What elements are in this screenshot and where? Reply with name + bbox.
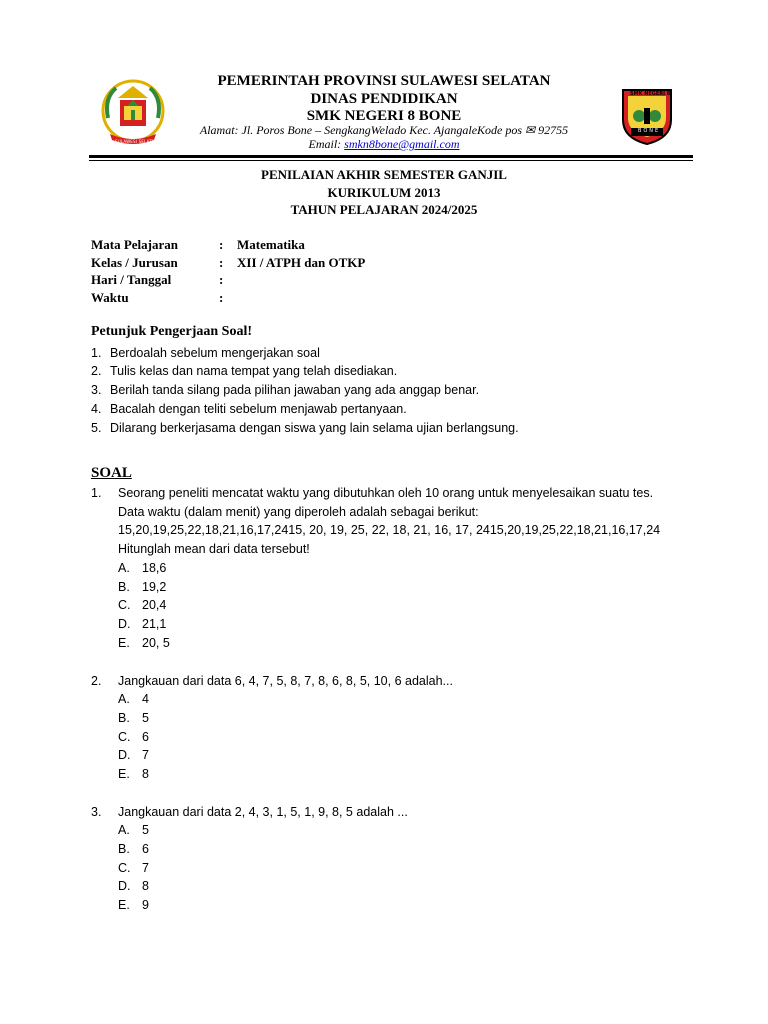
instruction-text: Berdoalah sebelum mengerjakan soal [110, 346, 320, 360]
option-letter: E. [118, 767, 130, 781]
instruction-text: Berilah tanda silang pada pilihan jawaban yang ada anggap benar. [110, 383, 480, 397]
question-1-option-a[interactable] [118, 561, 166, 575]
option-text: 20,4 [142, 598, 167, 612]
question-3-text: Jangkauan dari data 2, 4, 3, 1, 5, 1, 9, 8, 5 adalah ... [118, 805, 408, 819]
option-letter: A. [118, 692, 130, 706]
instruction-text: Tulis kelas dan nama tempat yang telah disediakan. [110, 364, 398, 378]
question-1-number: 1. [91, 486, 102, 500]
option-letter: C. [118, 730, 131, 744]
exam-title-2: KURIKULUM 2013 [327, 185, 441, 200]
option-text: 5 [142, 823, 149, 837]
question-2-option-e[interactable] [118, 767, 149, 781]
option-text: 6 [142, 730, 149, 744]
school-badge-bottom-text: BONE [638, 128, 661, 134]
info-label: Mata Pelajaran [91, 237, 179, 252]
option-text: 19,2 [142, 580, 167, 594]
instructions-heading: Petunjuk Pengerjaan Soal! [91, 324, 252, 339]
instruction-text: Dilarang berkerjasama dengan siswa yang lain selama ujian berlangsung. [110, 421, 519, 435]
info-colon: : [219, 237, 224, 252]
letterhead-line-2: DINAS PENDIDIKAN [310, 91, 458, 107]
info-label: Waktu [91, 290, 129, 305]
question-3-option-e[interactable] [118, 898, 149, 912]
option-text: 18,6 [142, 561, 167, 575]
instruction-item [91, 344, 320, 362]
option-letter: B. [118, 842, 130, 856]
question-1-line-3: 15,20,19,25,22,18,21,16,17,2415, 20, 19, 25, 22, 18, 21, 16, 17, 2415,20,19,25,22,18,21,16,17,24 [118, 523, 661, 537]
question-3-option-b[interactable] [118, 842, 149, 856]
info-value: Matematika [237, 237, 305, 252]
instruction-number: 2. [91, 364, 102, 378]
email-label: Email: [308, 137, 345, 151]
instruction-number: 4. [91, 402, 102, 416]
info-colon: : [219, 255, 224, 270]
info-colon: : [219, 272, 224, 287]
option-letter: D. [118, 617, 131, 631]
option-text: 5 [142, 711, 149, 725]
instruction-item [91, 400, 407, 418]
question-3-option-d[interactable] [118, 879, 149, 893]
instruction-number: 5. [91, 421, 102, 435]
question-1-option-b[interactable] [118, 580, 166, 594]
option-text: 4 [142, 692, 149, 706]
instruction-item [91, 419, 519, 437]
option-letter: E. [118, 898, 130, 912]
letterhead-line-3: SMK NEGERI 8 BONE [306, 108, 462, 124]
option-letter: C. [118, 861, 131, 875]
school-badge-logo [619, 84, 675, 146]
question-1-line-2: Data waktu (dalam menit) yang diperoleh adalah sebagai berikut: [118, 505, 479, 519]
question-2-option-c[interactable] [118, 730, 149, 744]
info-colon: : [219, 290, 224, 305]
question-1-option-d[interactable] [118, 617, 166, 631]
letterhead-address: Alamat: Jl. Poros Bone – SengkangWelado Kec. AjangaleKode pos ✉ 92755 [199, 123, 569, 137]
letterhead-divider-thick [89, 155, 693, 158]
instruction-text: Bacalah dengan teliti sebelum menjawab pertanyaan. [110, 402, 407, 416]
info-label: Hari / Tanggal [91, 272, 172, 287]
question-1-line-1: Seorang peneliti mencatat waktu yang dibutuhkan oleh 10 orang untuk menyelesaikan suatu tes. [118, 486, 654, 500]
question-3-option-a[interactable] [118, 823, 149, 837]
question-2-option-d[interactable] [118, 748, 149, 762]
email-link[interactable]: smkn8bone@gmail.com [344, 137, 460, 151]
option-text: 6 [142, 842, 149, 856]
question-1-line-4: Hitunglah mean dari data tersebut! [118, 542, 310, 556]
province-emblem-text: SULAWESI SELATAN [115, 139, 158, 144]
option-text: 9 [142, 898, 149, 912]
question-2-option-a[interactable] [118, 692, 149, 706]
option-text: 20, 5 [142, 636, 170, 650]
question-1-option-c[interactable] [118, 598, 166, 612]
option-text: 21,1 [142, 617, 167, 631]
exam-title-1: PENILAIAN AKHIR SEMESTER GANJIL [261, 167, 507, 182]
school-badge-top-text: SMK NEGERI 8 [630, 91, 671, 97]
question-3-number: 3. [91, 805, 102, 819]
option-text: 7 [142, 861, 149, 875]
question-2-number: 2. [91, 674, 102, 688]
option-text: 8 [142, 879, 149, 893]
question-3-option-c[interactable] [118, 861, 149, 875]
info-label: Kelas / Jurusan [91, 255, 178, 270]
instruction-number: 1. [91, 346, 102, 360]
letterhead-divider-thin [89, 160, 693, 161]
instruction-item [91, 362, 397, 380]
option-letter: D. [118, 879, 131, 893]
instruction-number: 3. [91, 383, 102, 397]
soal-heading: SOAL [91, 465, 132, 481]
exam-title-3: TAHUN PELAJARAN 2024/2025 [290, 202, 478, 217]
instruction-item [91, 381, 479, 399]
question-2-option-b[interactable] [118, 711, 149, 725]
option-letter: A. [118, 561, 130, 575]
option-letter: A. [118, 823, 130, 837]
option-letter: B. [118, 711, 130, 725]
question-2-text: Jangkauan dari data 6, 4, 7, 5, 8, 7, 8, 6, 8, 5, 10, 6 adalah... [118, 674, 453, 688]
option-text: 7 [142, 748, 149, 762]
option-letter: D. [118, 748, 131, 762]
option-letter: E. [118, 636, 130, 650]
question-1-option-e[interactable] [118, 636, 170, 650]
option-letter: B. [118, 580, 130, 594]
letterhead-line-1: PEMERINTAH PROVINSI SULAWESI SELATAN [217, 73, 551, 89]
option-letter: C. [118, 598, 131, 612]
info-value: XII / ATPH dan OTKP [237, 255, 366, 270]
option-text: 8 [142, 767, 149, 781]
